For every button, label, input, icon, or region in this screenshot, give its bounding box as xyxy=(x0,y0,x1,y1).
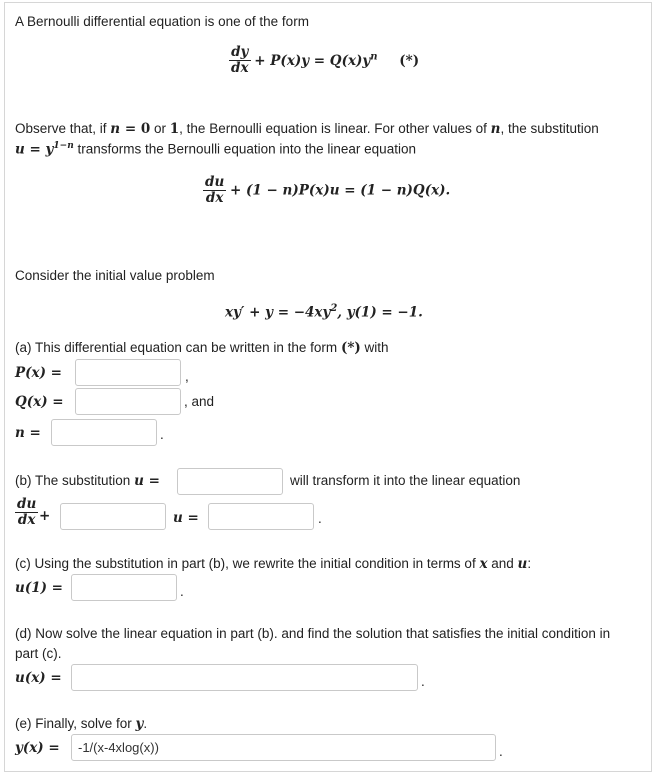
substitution-input[interactable] xyxy=(177,468,283,495)
yx-label: y(x) = xyxy=(15,740,60,756)
p-input[interactable] xyxy=(75,359,181,386)
dy-dx-fraction: $\frac{dy}{dx}$ xyxy=(231,44,249,76)
n-label: n = xyxy=(15,425,41,441)
question-panel xyxy=(4,2,652,772)
part-a-text: (a) This differential equation can be written in the form (*) with xyxy=(15,340,389,356)
p-comma: , xyxy=(185,369,189,384)
part-b-du-dx: $\frac{du}{dx}$ xyxy=(17,496,37,528)
ux-period: . xyxy=(421,674,425,689)
u1-label: u(1) = xyxy=(15,580,63,596)
q-input[interactable] xyxy=(75,388,181,415)
part-b-after-text: will transform it into the linear equation xyxy=(290,473,521,488)
ux-label: u(x) = xyxy=(15,670,62,686)
equation-tag: (*) xyxy=(399,52,420,69)
ux-input[interactable] xyxy=(71,664,418,691)
initial-value-problem: $xy' + y = -4xy^2$, y(1) = −1. xyxy=(225,303,423,321)
u-equals-label: u = xyxy=(173,510,199,526)
yx-input[interactable]: -1/(x-4xlog(x)) xyxy=(71,734,496,761)
part-c-text: (c) Using the substitution in part (b), we rewrite the initial condition in terms of x and u: xyxy=(15,556,532,572)
observe-line-2: $u = y^{1-n}$ transforms the Bernoulli equation into the linear equation xyxy=(15,141,416,158)
linear-equation: $\frac{du}{dx}$ + (1 − n)P(x)u = (1 − n)Q(x). xyxy=(205,174,451,206)
du-dx-fraction: $\frac{du}{dx}$ xyxy=(205,174,225,206)
rhs-period: . xyxy=(318,511,322,526)
q-label: Q(x) = xyxy=(15,394,64,410)
bernoulli-equation: $\frac{dy}{dx}$ + $P(x)y = Q(x)y^n$ (*) xyxy=(231,44,420,76)
consider-text: Consider the initial value problem xyxy=(15,268,215,283)
coefficient-input[interactable] xyxy=(60,503,166,530)
part-b-text: (b) The substitution u = xyxy=(15,473,160,489)
u1-input[interactable] xyxy=(71,574,177,601)
and-text: , and xyxy=(184,394,215,409)
p-label: P(x) = xyxy=(15,365,62,381)
u1-period: . xyxy=(180,584,184,599)
part-d-line-1: (d) Now solve the linear equation in part (b). and find the solution that satisfies the initial condition in xyxy=(15,626,611,641)
part-e-text: (e) Finally, solve for y. xyxy=(15,716,148,732)
rhs-input[interactable] xyxy=(208,503,314,530)
intro-text: A Bernoulli differential equation is one of the form xyxy=(15,14,309,29)
part-d-line-2: part (c). xyxy=(15,646,62,661)
n-input[interactable] xyxy=(51,419,157,446)
n-period: . xyxy=(160,427,164,442)
plus-sign: + xyxy=(39,508,51,524)
observe-line-1: Observe that, if n = 0 or 1, the Bernoulli equation is linear. For other values of n, the substitution xyxy=(15,121,599,137)
yx-period: . xyxy=(499,744,503,759)
